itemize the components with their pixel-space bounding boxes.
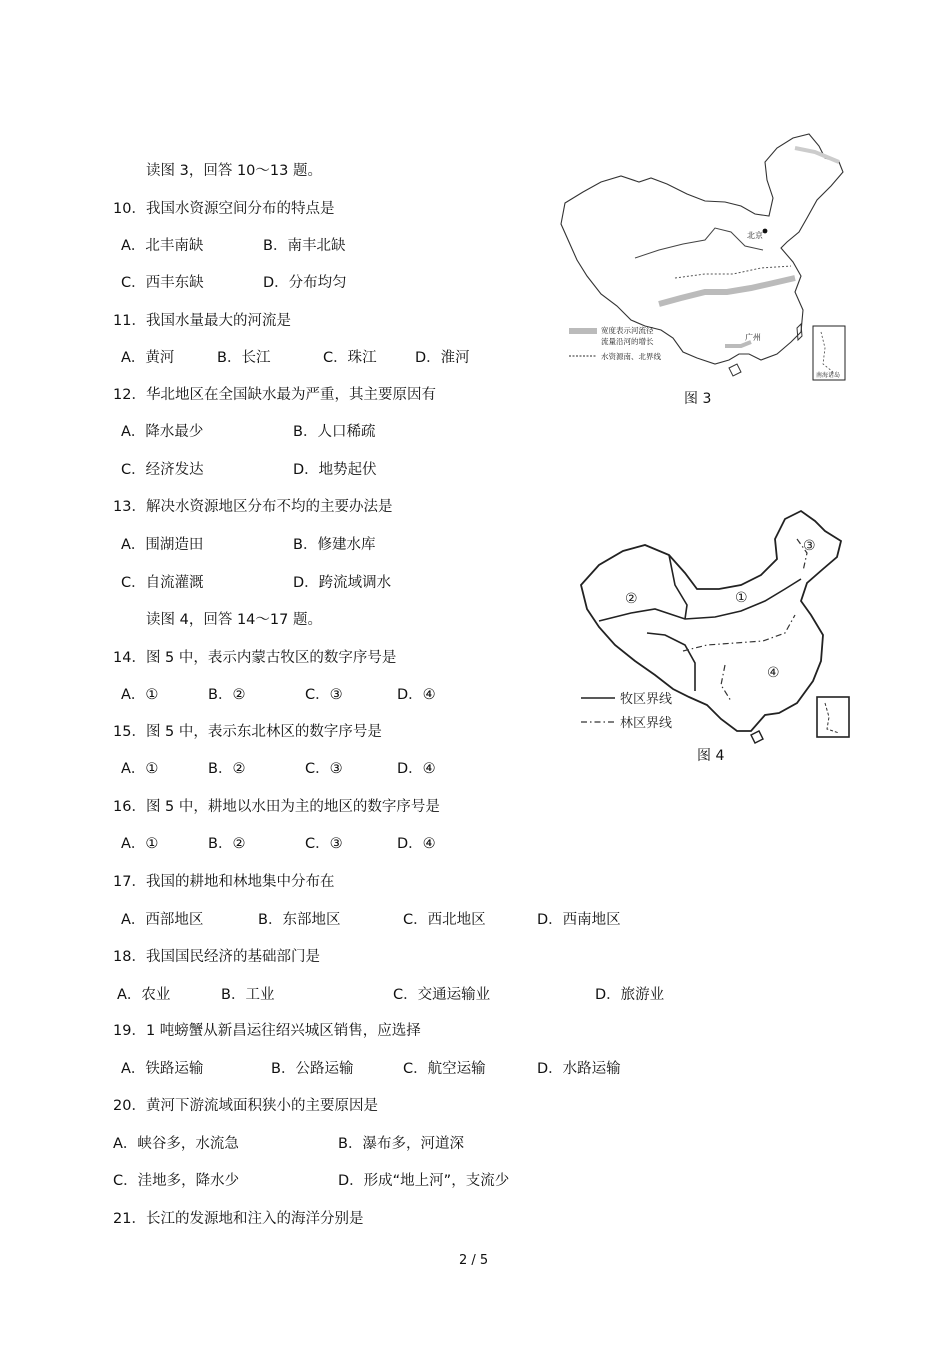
north-south-boundary xyxy=(675,266,791,278)
question-12-options-2 xyxy=(0,461,560,479)
option-b[interactable]: B．② xyxy=(208,836,246,852)
legend-boundary-text: 水资源南、北界线 xyxy=(601,352,661,361)
question-10-options-2 xyxy=(0,274,560,292)
question-20-options xyxy=(0,1135,760,1153)
figure-4-caption: 图 4 xyxy=(697,748,725,764)
figure-3-caption: 图 3 xyxy=(684,391,712,407)
question-10-options xyxy=(0,237,560,255)
option-a[interactable]: A．① xyxy=(121,836,159,852)
option-c[interactable]: C．航空运输 xyxy=(403,1061,486,1077)
figure-3-map xyxy=(555,128,850,385)
option-d[interactable]: D．地势起伏 xyxy=(293,462,377,478)
option-d[interactable]: D．淮河 xyxy=(415,350,470,366)
option-a[interactable]: A．铁路运输 xyxy=(121,1061,204,1077)
taiwan-island xyxy=(797,324,802,340)
legend-width-text-2: 流量沿河的增长 xyxy=(601,337,654,346)
question-12-stem: 12．华北地区在全国缺水最为严重，其主要原因有 xyxy=(113,387,436,403)
option-b[interactable]: B．人口稀疏 xyxy=(293,424,376,440)
option-b[interactable]: B．② xyxy=(208,687,246,703)
option-c[interactable]: C．经济发达 xyxy=(121,462,204,478)
region-label-4: ④ xyxy=(767,665,780,681)
question-15-stem: 15．图 5 中，表示东北林区的数字序号是 xyxy=(113,724,382,740)
question-11-options xyxy=(0,349,560,367)
yellow-river xyxy=(635,228,763,258)
legend-swatch-width xyxy=(569,328,597,334)
option-c[interactable]: C．珠江 xyxy=(323,350,377,366)
region-boundary-3 xyxy=(647,633,695,691)
option-a[interactable]: A．峡谷多，水流急 xyxy=(113,1136,239,1152)
region-label-1: ① xyxy=(735,590,748,606)
option-b[interactable]: B．瀑布多，河道深 xyxy=(338,1136,464,1152)
page-number: 2 / 5 xyxy=(459,1253,489,1268)
question-19-options xyxy=(0,1060,760,1078)
option-c[interactable]: C．③ xyxy=(305,687,343,703)
question-14-stem: 14．图 5 中，表示内蒙古牧区的数字序号是 xyxy=(113,650,397,666)
option-b[interactable]: B．南丰北缺 xyxy=(263,238,346,254)
question-13-stem: 13．解决水资源地区分布不均的主要办法是 xyxy=(113,499,393,515)
intro-fig4: 读图 4，回答 14～17 题。 xyxy=(146,612,322,628)
question-19-stem: 19．1 吨螃蟹从新昌运往绍兴城区销售，应选择 xyxy=(113,1023,421,1039)
question-16-stem: 16．图 5 中，耕地以水田为主的地区的数字序号是 xyxy=(113,799,440,815)
option-c[interactable]: C．西北地区 xyxy=(403,912,486,928)
option-b[interactable]: B．公路运输 xyxy=(271,1061,354,1077)
option-a[interactable]: A．① xyxy=(121,687,159,703)
option-a[interactable]: A．① xyxy=(121,761,159,777)
region-label-3: ③ xyxy=(803,538,816,554)
south-sea-inset-line-fig4 xyxy=(825,703,839,733)
region-label-2: ② xyxy=(625,591,638,607)
option-c[interactable]: C．交通运输业 xyxy=(393,987,491,1003)
intro-fig3: 读图 3，回答 10～13 题。 xyxy=(146,163,322,179)
question-13-options-2 xyxy=(0,574,560,592)
option-b[interactable]: B．长江 xyxy=(217,350,271,366)
option-a[interactable]: A．西部地区 xyxy=(121,912,204,928)
question-18-options xyxy=(0,986,760,1004)
option-a[interactable]: A．农业 xyxy=(117,987,171,1003)
option-d[interactable]: D．形成“地上河”，支流少 xyxy=(338,1173,510,1189)
guangzhou-label: 广州 xyxy=(745,333,761,342)
hainan-island-fig4 xyxy=(751,731,763,743)
question-12-options xyxy=(0,423,560,441)
option-c[interactable]: C．③ xyxy=(305,761,343,777)
question-20-options-2 xyxy=(0,1172,760,1190)
option-d[interactable]: D．分布均匀 xyxy=(263,275,347,291)
northeast-band xyxy=(795,148,839,162)
figure-4-map xyxy=(575,505,855,745)
hainan-island xyxy=(729,364,741,376)
question-18-stem: 18．我国国民经济的基础部门是 xyxy=(113,949,320,965)
option-d[interactable]: D．④ xyxy=(397,687,436,703)
option-d[interactable]: D．水路运输 xyxy=(537,1061,621,1077)
option-d[interactable]: D．④ xyxy=(397,761,436,777)
option-a[interactable]: A．黄河 xyxy=(121,350,175,366)
option-c[interactable]: C．自流灌溉 xyxy=(121,575,204,591)
option-b[interactable]: B．修建水库 xyxy=(293,537,376,553)
option-c[interactable]: C．洼地多，降水少 xyxy=(113,1173,240,1189)
option-d[interactable]: D．西南地区 xyxy=(537,912,621,928)
question-21-stem: 21．长江的发源地和注入的海洋分别是 xyxy=(113,1211,364,1227)
question-11-stem: 11．我国水量最大的河流是 xyxy=(113,313,291,329)
legend-forest-text: 林区界线 xyxy=(620,716,673,731)
question-17-options xyxy=(0,911,760,929)
option-c[interactable]: C．西丰东缺 xyxy=(121,275,204,291)
pearl-river-band xyxy=(725,342,751,346)
option-b[interactable]: B．② xyxy=(208,761,246,777)
south-sea-inset-line xyxy=(821,332,833,372)
question-16-options xyxy=(0,835,560,853)
legend-width-text-1: 宽度表示河流径 xyxy=(601,326,654,335)
option-c[interactable]: C．③ xyxy=(305,836,343,852)
option-a[interactable]: A．降水最少 xyxy=(121,424,204,440)
option-a[interactable]: A．北丰南缺 xyxy=(121,238,204,254)
option-d[interactable]: D．跨流域调水 xyxy=(293,575,392,591)
yangtze-flow-band xyxy=(659,278,795,304)
option-a[interactable]: A．围湖造田 xyxy=(121,537,204,553)
option-d[interactable]: D．④ xyxy=(397,836,436,852)
question-14-options xyxy=(0,686,560,704)
forest-boundary xyxy=(683,615,795,651)
option-b[interactable]: B．东部地区 xyxy=(258,912,341,928)
south-sea-inset-box-fig4 xyxy=(817,697,849,737)
beijing-marker xyxy=(763,229,768,234)
option-d[interactable]: D．旅游业 xyxy=(595,987,665,1003)
beijing-label: 北京 xyxy=(747,231,763,240)
legend-pasture-text: 牧区界线 xyxy=(620,692,673,707)
option-b[interactable]: B．工业 xyxy=(221,987,275,1003)
question-15-options xyxy=(0,760,560,778)
question-10-stem: 10．我国水资源空间分布的特点是 xyxy=(113,201,335,217)
question-20-stem: 20．黄河下游流域面积狭小的主要原因是 xyxy=(113,1098,378,1114)
south-sea-inset-label: 南海诸岛 xyxy=(816,372,841,379)
question-17-stem: 17．我国的耕地和林地集中分布在 xyxy=(113,874,335,890)
question-13-options xyxy=(0,536,560,554)
forest-boundary-sw xyxy=(721,665,731,701)
